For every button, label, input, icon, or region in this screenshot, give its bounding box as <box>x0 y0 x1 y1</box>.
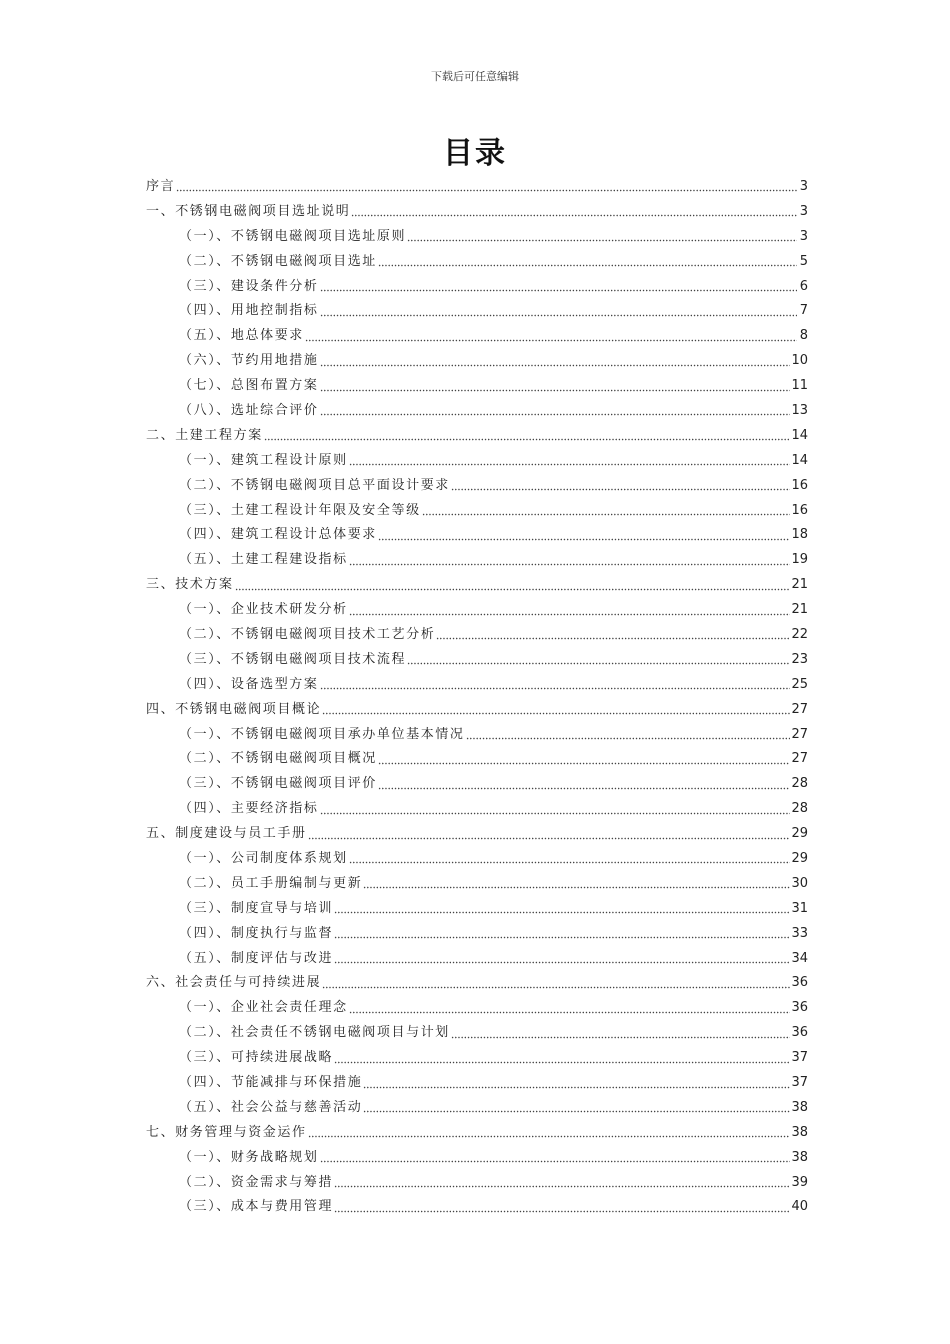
toc-dot-leader <box>334 904 790 914</box>
toc-entry-text: （一）、公司制度体系规划 <box>179 850 348 866</box>
toc-entry-text: （二）、员工手册编制与更新 <box>179 875 363 891</box>
toc-entry-text: （一）、不锈钢电磁阀项目承办单位基本情况 <box>179 726 465 742</box>
toc-entry[interactable] <box>146 597 808 622</box>
toc-entry-text: 六、社会责任与可持续进展 <box>146 975 322 991</box>
toc-dot-leader <box>378 257 797 267</box>
toc-entry-text: （四）、节能减排与环保措施 <box>179 1075 363 1090</box>
toc-entry[interactable] <box>146 398 808 423</box>
toc-entry[interactable] <box>146 697 808 722</box>
toc-entry-text: （二）、不锈钢电磁阀项目技术工艺分析 <box>179 626 436 642</box>
toc-dot-leader <box>334 954 790 964</box>
toc-dot-leader <box>349 556 791 566</box>
toc-page-number: 23 <box>791 651 808 667</box>
toc-entry[interactable] <box>146 746 808 771</box>
toc-entry-text: （四）、制度执行与监督 <box>179 925 334 941</box>
toc-entry[interactable] <box>146 1020 808 1045</box>
toc-page-number: 3 <box>799 228 808 244</box>
toc-entry-text: （一）、建筑工程设计原则 <box>179 452 348 468</box>
toc-dot-leader <box>422 506 791 516</box>
toc-page-number: 21 <box>791 602 808 618</box>
toc-entry[interactable] <box>146 896 808 921</box>
toc-entry-text: （四）、设备选型方案 <box>179 676 319 692</box>
toc-entry-text: （三）、不锈钢电磁阀项目评价 <box>179 776 377 792</box>
toc-page-number: 10 <box>791 353 808 369</box>
toc-entry-text: （八）、选址综合评价 <box>179 402 319 418</box>
toc-entry[interactable] <box>146 995 808 1020</box>
toc-dot-leader <box>320 357 791 367</box>
toc-dot-leader <box>322 979 790 989</box>
toc-entry[interactable] <box>146 547 808 572</box>
toc-page-number: 27 <box>791 726 808 742</box>
header-note: 下载后可任意编辑 <box>431 70 519 83</box>
toc-page-number: 3 <box>799 178 808 194</box>
toc-page-number: 29 <box>791 826 808 842</box>
toc-page-number: 6 <box>799 278 808 294</box>
toc-entry-text: （六）、节约用地措施 <box>179 353 319 369</box>
toc-entry-text: 七、财务管理与资金运作 <box>146 1124 307 1140</box>
toc-dot-leader <box>451 481 791 491</box>
toc-entry-text: 三、技术方案 <box>146 577 234 593</box>
toc-entry[interactable] <box>146 323 808 348</box>
toc-dot-leader <box>378 531 791 541</box>
toc-entry[interactable] <box>146 348 808 373</box>
toc-entry[interactable] <box>146 1170 808 1195</box>
toc-entry[interactable] <box>146 249 808 274</box>
toc-entry[interactable] <box>146 871 808 896</box>
toc-entry[interactable] <box>146 1145 808 1170</box>
toc-entry-text: 一、不锈钢电磁阀项目选址说明 <box>146 203 351 219</box>
toc-dot-leader <box>334 929 790 939</box>
toc-entry[interactable] <box>146 473 808 498</box>
toc-entry-text: （一）、财务战略规划 <box>179 1149 319 1165</box>
toc-entry-text: （二）、资金需求与筹措 <box>179 1174 334 1190</box>
toc-entry[interactable] <box>146 224 808 249</box>
toc-entry-text: （五）、社会公益与慈善活动 <box>179 1099 363 1115</box>
toc-page-number: 13 <box>791 402 808 418</box>
toc-page-number: 27 <box>791 701 808 717</box>
toc-page-number: 14 <box>791 427 808 443</box>
toc-entry[interactable] <box>146 821 808 846</box>
toc-page-number: 16 <box>791 477 808 493</box>
toc-page-number: 30 <box>791 875 808 891</box>
toc-page-number: 36 <box>791 1025 808 1041</box>
table-of-contents <box>146 174 808 1219</box>
toc-entry-text: 四、不锈钢电磁阀项目概论 <box>146 701 322 717</box>
toc-dot-leader <box>436 630 790 640</box>
toc-entry[interactable] <box>146 946 808 971</box>
toc-entry[interactable] <box>146 498 808 523</box>
toc-dot-leader <box>322 705 790 715</box>
toc-dot-leader <box>349 606 791 616</box>
toc-page-number: 25 <box>791 676 808 692</box>
toc-dot-leader <box>349 854 791 864</box>
toc-entry-text: （二）、不锈钢电磁阀项目概况 <box>179 751 377 767</box>
toc-dot-leader <box>305 332 797 342</box>
toc-page-number: 7 <box>799 303 808 319</box>
toc-entry-text: （一）、不锈钢电磁阀项目选址原则 <box>179 228 407 244</box>
toc-dot-leader <box>320 1153 791 1163</box>
toc-dot-leader <box>451 1029 791 1039</box>
toc-page-number: 39 <box>791 1174 808 1190</box>
toc-entry-text: （三）、制度宣导与培训 <box>179 900 334 916</box>
toc-dot-leader <box>320 282 797 292</box>
toc-page-number: 3 <box>799 203 808 219</box>
toc-page-number: 31 <box>791 900 808 916</box>
toc-entry[interactable] <box>146 274 808 299</box>
toc-page-number: 36 <box>791 1000 808 1016</box>
toc-dot-leader <box>363 1079 790 1089</box>
toc-entry[interactable] <box>146 971 808 996</box>
toc-page-number: 28 <box>791 776 808 792</box>
toc-entry[interactable] <box>146 423 808 448</box>
toc-entry[interactable] <box>146 1070 808 1095</box>
toc-dot-leader <box>351 207 797 217</box>
toc-dot-leader <box>264 431 791 441</box>
toc-dot-leader <box>235 581 791 591</box>
toc-entry-text: （四）、用地控制指标 <box>179 303 319 319</box>
toc-dot-leader <box>407 655 790 665</box>
toc-entry-text: （五）、地总体要求 <box>179 328 304 344</box>
toc-dot-leader <box>308 1128 791 1138</box>
toc-entry-text: （三）、建设条件分析 <box>179 278 319 294</box>
toc-page-number: 21 <box>791 577 808 593</box>
toc-page-number: 19 <box>791 552 808 568</box>
toc-entry-text: 序言 <box>146 178 176 194</box>
toc-page-number: 36 <box>791 975 808 991</box>
toc-dot-leader <box>320 307 797 317</box>
toc-entry-text: 二、土建工程方案 <box>146 427 263 443</box>
toc-page-number: 29 <box>791 850 808 866</box>
toc-page-number: 34 <box>791 950 808 966</box>
toc-entry[interactable] <box>146 722 808 747</box>
toc-entry[interactable] <box>146 572 808 597</box>
toc-entry[interactable] <box>146 1095 808 1120</box>
toc-page-number: 18 <box>791 527 808 543</box>
toc-dot-leader <box>466 730 791 740</box>
toc-page-number: 28 <box>791 801 808 817</box>
toc-entry[interactable] <box>146 622 808 647</box>
toc-entry[interactable] <box>146 199 808 224</box>
toc-entry[interactable] <box>146 298 808 323</box>
toc-entry-text: （三）、不锈钢电磁阀项目技术流程 <box>179 651 407 667</box>
toc-page-number: 33 <box>791 925 808 941</box>
toc-page-number: 38 <box>791 1124 808 1140</box>
toc-page-number: 5 <box>799 253 808 269</box>
toc-page-number: 27 <box>791 751 808 767</box>
toc-entry-text: （五）、制度评估与改进 <box>179 950 334 966</box>
toc-entry-text: （一）、企业技术研发分析 <box>179 602 348 618</box>
toc-dot-leader <box>334 1178 790 1188</box>
toc-entry-text: （四）、主要经济指标 <box>179 801 319 817</box>
toc-entry-text: （一）、企业社会责任理念 <box>179 1000 348 1016</box>
toc-page-number: 38 <box>791 1149 808 1165</box>
toc-page-number: 37 <box>791 1050 808 1066</box>
toc-entry[interactable] <box>146 174 808 199</box>
toc-entry[interactable] <box>146 796 808 821</box>
toc-dot-leader <box>378 780 791 790</box>
toc-title: 目录 <box>443 136 507 171</box>
toc-dot-leader <box>320 406 791 416</box>
toc-dot-leader <box>320 382 791 392</box>
toc-entry[interactable] <box>146 921 808 946</box>
toc-dot-leader <box>308 830 791 840</box>
toc-dot-leader <box>407 232 797 242</box>
toc-dot-leader <box>334 1054 790 1064</box>
toc-page-number: 16 <box>791 502 808 518</box>
toc-page-number: 22 <box>791 626 808 642</box>
toc-page-number: 37 <box>791 1075 808 1090</box>
toc-entry[interactable] <box>146 448 808 473</box>
toc-dot-leader <box>320 805 791 815</box>
toc-page-number: 11 <box>791 378 808 394</box>
toc-entry-text: （三）、土建工程设计年限及安全等级 <box>179 502 421 518</box>
toc-page-number: 38 <box>791 1099 808 1115</box>
toc-dot-leader <box>363 879 790 889</box>
toc-dot-leader <box>334 1203 790 1213</box>
toc-entry-text: （四）、建筑工程设计总体要求 <box>179 527 377 543</box>
toc-entry-text: （五）、土建工程建设指标 <box>179 552 348 568</box>
toc-entry[interactable] <box>146 1045 808 1070</box>
toc-entry[interactable] <box>146 373 808 398</box>
toc-entry-text: （二）、社会责任不锈钢电磁阀项目与计划 <box>179 1025 450 1041</box>
toc-page-number: 14 <box>791 452 808 468</box>
toc-entry-text: 五、制度建设与员工手册 <box>146 826 307 842</box>
toc-entry[interactable] <box>146 672 808 697</box>
toc-entry-text: （三）、成本与费用管理 <box>179 1199 334 1215</box>
toc-entry[interactable] <box>146 647 808 672</box>
toc-dot-leader <box>378 755 791 765</box>
toc-entry-text: （二）、不锈钢电磁阀项目选址 <box>179 253 377 269</box>
toc-dot-leader <box>349 1004 791 1014</box>
toc-entry[interactable] <box>146 846 808 871</box>
toc-entry-text: （七）、总图布置方案 <box>179 378 319 394</box>
toc-page-number: 40 <box>791 1199 808 1215</box>
toc-entry-text: （三）、可持续进展战略 <box>179 1050 334 1066</box>
toc-dot-leader <box>363 1103 790 1113</box>
toc-dot-leader <box>320 680 791 690</box>
toc-dot-leader <box>349 456 791 466</box>
toc-dot-leader <box>176 182 797 192</box>
toc-entry[interactable] <box>146 522 808 547</box>
toc-entry-text: （二）、不锈钢电磁阀项目总平面设计要求 <box>179 477 450 493</box>
toc-entry[interactable] <box>146 1120 808 1145</box>
toc-page-number: 8 <box>799 328 808 344</box>
toc-entry[interactable] <box>146 1195 808 1220</box>
toc-entry[interactable] <box>146 771 808 796</box>
